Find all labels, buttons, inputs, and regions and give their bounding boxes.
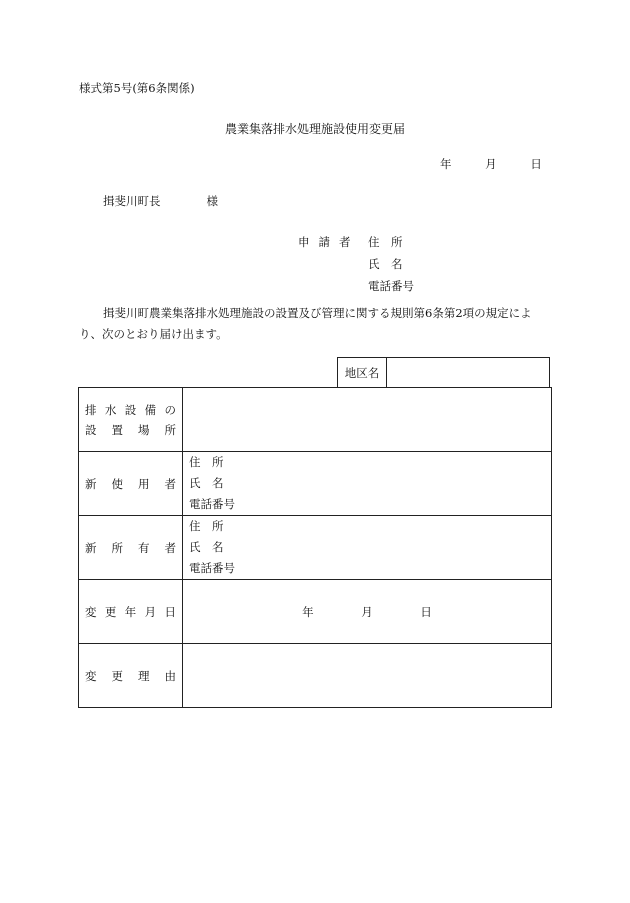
date-year-label: 年 [440, 157, 452, 171]
change-date-label-cell [79, 580, 183, 644]
change-reason-field[interactable] [183, 644, 552, 708]
row-change-reason [79, 644, 552, 708]
change-date-label: 変 更 年 月 日 [85, 604, 176, 619]
new-owner-phone-label: 電話番号 [189, 561, 235, 575]
change-reason-label-cell [79, 644, 183, 708]
row-change-date [79, 580, 552, 644]
applicant-phone-label: 電話番号 [368, 279, 414, 293]
form-number: 様式第5号(第6条関係) [79, 81, 195, 95]
submission-date [440, 156, 542, 172]
new-owner-address-label: 住 所 [189, 519, 224, 533]
date-day-label: 日 [530, 157, 542, 171]
change-date-day: 日 [420, 604, 432, 619]
new-user-field[interactable] [183, 452, 552, 516]
form-table [78, 387, 552, 708]
addressee-honorific: 様 [206, 194, 218, 208]
district-field[interactable] [387, 358, 549, 387]
new-owner-field[interactable] [183, 516, 552, 580]
applicant-name-label: 氏 名 [368, 257, 403, 271]
date-month-label: 月 [485, 157, 497, 171]
change-date-month: 月 [361, 604, 373, 619]
row-location [79, 388, 552, 452]
new-user-phone-label: 電話番号 [189, 497, 235, 511]
row-new-owner [79, 516, 552, 580]
applicant-caption: 申請者 [298, 235, 360, 249]
location-label [79, 388, 183, 452]
new-user-label-cell [79, 452, 183, 516]
row-new-user [79, 452, 552, 516]
location-label-line2: 設 置 場 所 [85, 422, 176, 437]
new-user-label: 新 使 用 者 [85, 476, 176, 491]
applicant-block [298, 231, 414, 297]
new-owner-label-cell [79, 516, 183, 580]
location-field[interactable] [183, 388, 552, 452]
addressee [103, 193, 218, 209]
change-date-field[interactable] [183, 580, 552, 644]
applicant-address-label: 住 所 [368, 235, 403, 249]
location-label-line1: 排 水 設 備 の [85, 402, 176, 417]
new-owner-name-label: 氏 名 [189, 540, 224, 554]
new-user-name-label: 氏 名 [189, 476, 224, 490]
new-user-address-label: 住 所 [189, 455, 224, 469]
change-date-year: 年 [302, 604, 314, 619]
body-text: 揖斐川町農業集落排水処理施設の設置及び管理に関する規則第6条第2項の規定により、次のとおり届け出ます。 [79, 306, 532, 341]
district-label: 地区名 [338, 358, 387, 387]
new-owner-label: 新 所 有 者 [85, 540, 176, 555]
addressee-name: 揖斐川町長 [103, 194, 161, 208]
form-title: 農業集落排水処理施設使用変更届 [224, 122, 405, 136]
district-box [337, 357, 550, 387]
change-reason-label: 変 更 理 由 [85, 668, 176, 683]
